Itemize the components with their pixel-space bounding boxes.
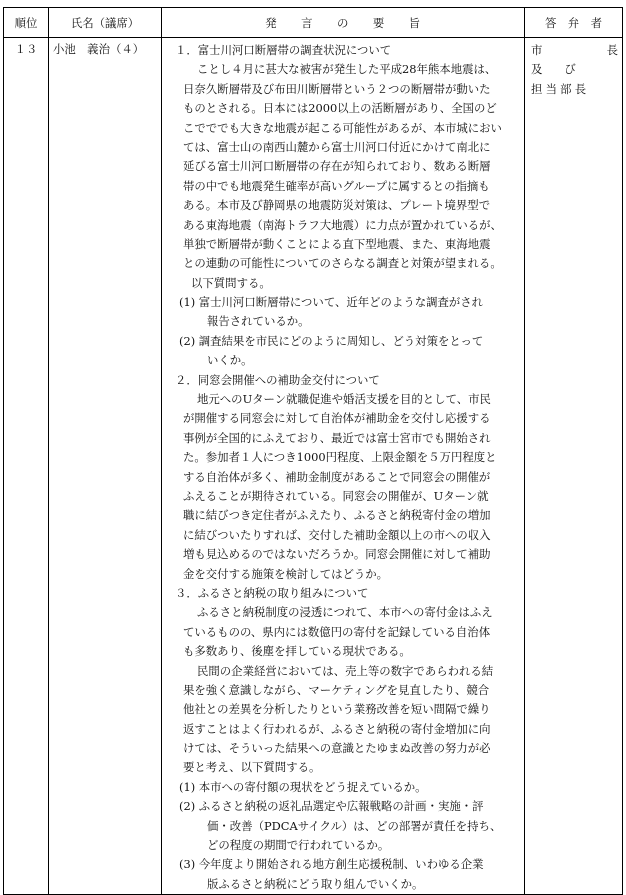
summary-line: ２．同窓会開催への補助金交付について [175, 372, 380, 387]
summary-line: 延びる富士川河口断層帯の存在が知られており、数ある断層 [183, 159, 491, 174]
summary-line: 価・改善（PDCAサイクル）は、どの部署が責任を持ち、 [207, 818, 502, 833]
summary-line: が開催する同窓会に対して自治体が補助金を交付し応援する [183, 411, 491, 426]
header-rank: 順位 [4, 8, 49, 38]
summary-line: ふるさと納税制度の浸透につれて、本市への寄付金はふえ [197, 605, 493, 620]
summary-line: 以下質問する。 [191, 275, 271, 290]
summary-line: どの程度の期間で行われているか。 [207, 838, 390, 853]
summary-cell [162, 38, 525, 895]
summary-line: こでででも大きな地震が起こる可能性があるが、本市城におい [183, 120, 502, 135]
summary-line: 帯の中でも地震発生確率が高いグループに属するとの指摘も [183, 178, 490, 193]
answerer-line-1 [531, 41, 618, 60]
summary-line: ては、富士山の南西山麓から富士川河口付近にかけて南北に [183, 139, 491, 154]
summary-line: 単独で断層帯が動くことによる直下型地震、また、東海地震 [183, 236, 491, 251]
summary-line: 事例が全国的にふえており、最近では富士宮市でも開始され [183, 430, 491, 445]
answerer-line-3: 担当部長 [531, 81, 590, 96]
summary-line: 職に結びつき定住者がふえたり、ふるさと納税寄付金の増加 [183, 508, 491, 523]
summary-line: 地元へのUターン就職促進や婚活支援を目的として、市民 [197, 392, 491, 407]
summary-line: ことし４月に甚大な被害が発生した平成28年熊本地震は、 [197, 62, 497, 77]
summary-line: (3) 今年度より開始される地方創生応援税制、いわゆる企業 [179, 857, 484, 872]
summary-line: に結びついたりすれば、交付した補助金額以上の市への収入 [183, 527, 491, 542]
answerer-line-2 [531, 60, 618, 79]
summary-line: 他社との差異を分析したりという業務改善を短い間隔で繰り [183, 702, 491, 717]
answerer-and-b: び [564, 62, 576, 77]
summary-line: 報告されているか。 [207, 314, 310, 329]
summary-line: ある。本市及び静岡県の地震防災対策は、プレート境界型で [183, 198, 491, 213]
answerer-mayor-b: 長 [606, 43, 618, 57]
summary-line: との連動の可能性についてのさらなる調査と対策が望まれる。 [183, 256, 502, 271]
summary-line: 返すことはよく行われるが、ふるさと納税の寄付金増加に向 [183, 721, 491, 736]
header-name: 氏名（議席） [49, 8, 162, 38]
summary-line: いくか。 [207, 353, 253, 368]
summary-line: (1) 富士川河口断層帯について、近年どのような調査がされ [179, 295, 484, 310]
question-summary-table [3, 7, 623, 895]
rank-cell: １３ [4, 38, 49, 895]
summary-line: ３．ふるさと納税の取り組みについて [175, 585, 369, 600]
summary-line: (2) 調査結果を市民にどのように周知し、どう対策をとって [179, 333, 484, 348]
summary-line: 金を交付する施策を検討してはどうか。 [183, 566, 389, 581]
answerer-mayor-a: 市 [531, 43, 543, 57]
summary-line: ものとされる。日本には2000以上の活断層があり、全国のど [183, 101, 497, 116]
summary-line: ているものの、県内には数億円の寄付を記録している自治体 [183, 624, 491, 639]
summary-line: １．富士川河口断層帯の調査状況について [175, 43, 392, 57]
summary-line: 要と考え、以下質問する。 [183, 760, 321, 775]
summary-line: 民間の企業経営においては、売上等の数字であらわれる結 [197, 663, 494, 678]
summary-line: けては、そういった結果への意識とたゆまぬ改善の努力が必 [183, 741, 491, 756]
summary-line: 版ふるさと納税にどう取り組んでいくか。 [207, 876, 424, 891]
summary-line: ふえることが期待されている。同窓会の開催が、Uターン就 [183, 488, 489, 503]
answerer-cell [525, 38, 623, 895]
summary-line: ある東海地震（南海トラフ大地震）に力点が置かれているが、 [183, 217, 502, 232]
name-cell: 小池 義治（４） [49, 38, 162, 895]
header-row [4, 8, 623, 38]
summary-line: (1) 本市への寄付額の現状をどう捉えているか。 [179, 779, 427, 794]
summary-line: する自治体が多く、補助金制度があることで同窓会の開催が [183, 469, 491, 484]
summary-line: 増も見込めるのではないだろうか。同窓会開催に対して補助 [183, 547, 491, 562]
summary-line: た。参加者１人につき1000円程度、上限金額を５万円程度と [183, 450, 497, 465]
answerer-and-a: 及 [531, 62, 543, 77]
table-row [4, 38, 623, 895]
summary-text [167, 41, 519, 894]
summary-line: も多数あり、後塵を拝している現状である。 [183, 644, 411, 659]
header-summary: 発 言 の 要 旨 [162, 8, 525, 38]
summary-line: 日奈久断層帯及び布田川断層帯という２つの断層帯が動いた [183, 81, 491, 96]
summary-line: 果を強く意識しながら、マーケティングを見直したり、競合 [183, 682, 490, 697]
header-answerer: 答 弁 者 [525, 8, 623, 38]
summary-line: (2) ふるさと納税の返礼品選定や広報戦略の計画・実施・評 [179, 799, 484, 814]
